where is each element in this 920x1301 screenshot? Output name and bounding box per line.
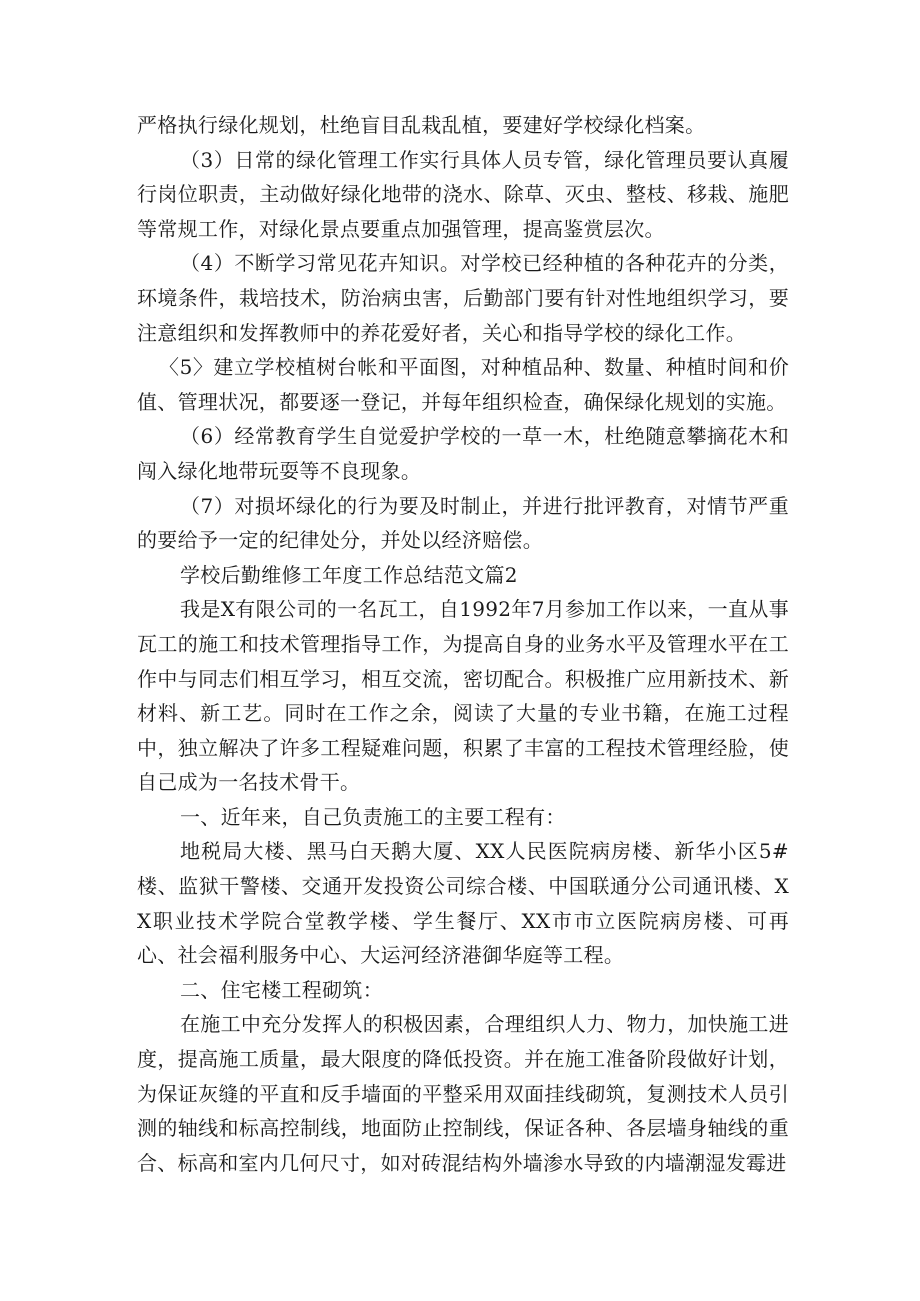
section-title: 学校后勤维修工年度工作总结范文篇2 xyxy=(180,562,518,587)
paragraph-item-7: （7）对损坏绿化的行为要及时制止，并进行批评教育，对情节严重的要给予一定的纪律处分，并处以经济赔偿。 xyxy=(137,493,789,553)
document-body xyxy=(137,108,789,1180)
paragraph-continuation: 严格执行绿化规划，杜绝盲目乱栽乱植，要建好学校绿化档案。 xyxy=(137,113,706,137)
paragraph-intro: 我是X有限公司的一名瓦工，自1992年7月参加工作以来，一直从事瓦工的施工和技术管理指导工作，为提高自身的业务水平及管理水平在工作中与同志们相互学习，相互交流，密切配合。积极推广应用新技术、新材料、新工艺。同时在工作之余，阅读了大量的专业书籍，在施工过程中，独立解决了许多工程疑难问题，积累了丰富的工程技术管理经脸，使自己成为一名技术骨干。 xyxy=(137,597,789,795)
paragraph-item-5: 〈5〉建立学校植树台帐和平面图，对种植品种、数量、种植时间和价值、管理状况，都要逐一登记，并每年组织检查，确保绿化规划的实施。 xyxy=(137,355,789,414)
paragraph-projects: 地税局大楼、黑马白天鹅大厦、XX人民医院病房楼、新华小区5#楼、监狱干警楼、交通开发投资公司综合楼、中国联通分公司通讯楼、XX职业技术学院合堂教学楼、学生餐厅、XX市市立医院病房楼、可再心、社会福利服务中心、大运河经济港御华庭等工程。 xyxy=(137,839,789,968)
paragraph-masonry: 在施工中充分发挥人的积极因素，合理组织人力、物力，加快施工进度，提高施工质量，最大限度的降低投资。并在施工准备阶段做好计划，为保证灰缝的平直和反手墙面的平整采用双面挂线砌筑，复测技术人员引测的轴线和标高控制线，地面防止控制线，保证各种、各层墙身轴线的重合、标高和室内几何尺寸，如对砖混结构外墙渗水导致的内墙潮湿发霉进 xyxy=(137,1012,789,1175)
paragraph-item-4: （4）不断学习常见花卉知识。对学校已经种植的各种花卉的分类，环境条件，栽培技术，防治病虫害，后勤部门要有针对性地组织学习，要注意组织和发挥教师中的养花爱好者，关心和指导学校的绿化工作。 xyxy=(137,251,789,345)
paragraph-item-6: （6）经常教育学生自觉爱护学校的一草一木，杜绝随意攀摘花木和闯入绿化地带玩耍等不良现象。 xyxy=(137,424,789,483)
paragraph-item-3: （3）日常的绿化管理工作实行具体人员专管，绿化管理员要认真履行岗位职责，主动做好绿化地带的浇水、除草、灭虫、整枝、移栽、施肥等常规工作，对绿化景点要重点加强管理，提高鉴赏层次。 xyxy=(137,147,789,241)
subheading-masonry: 二、住宅楼工程砌筑： xyxy=(180,977,383,1002)
subheading-projects: 一、近年来，自己负责施工的主要工程有： xyxy=(180,804,566,829)
